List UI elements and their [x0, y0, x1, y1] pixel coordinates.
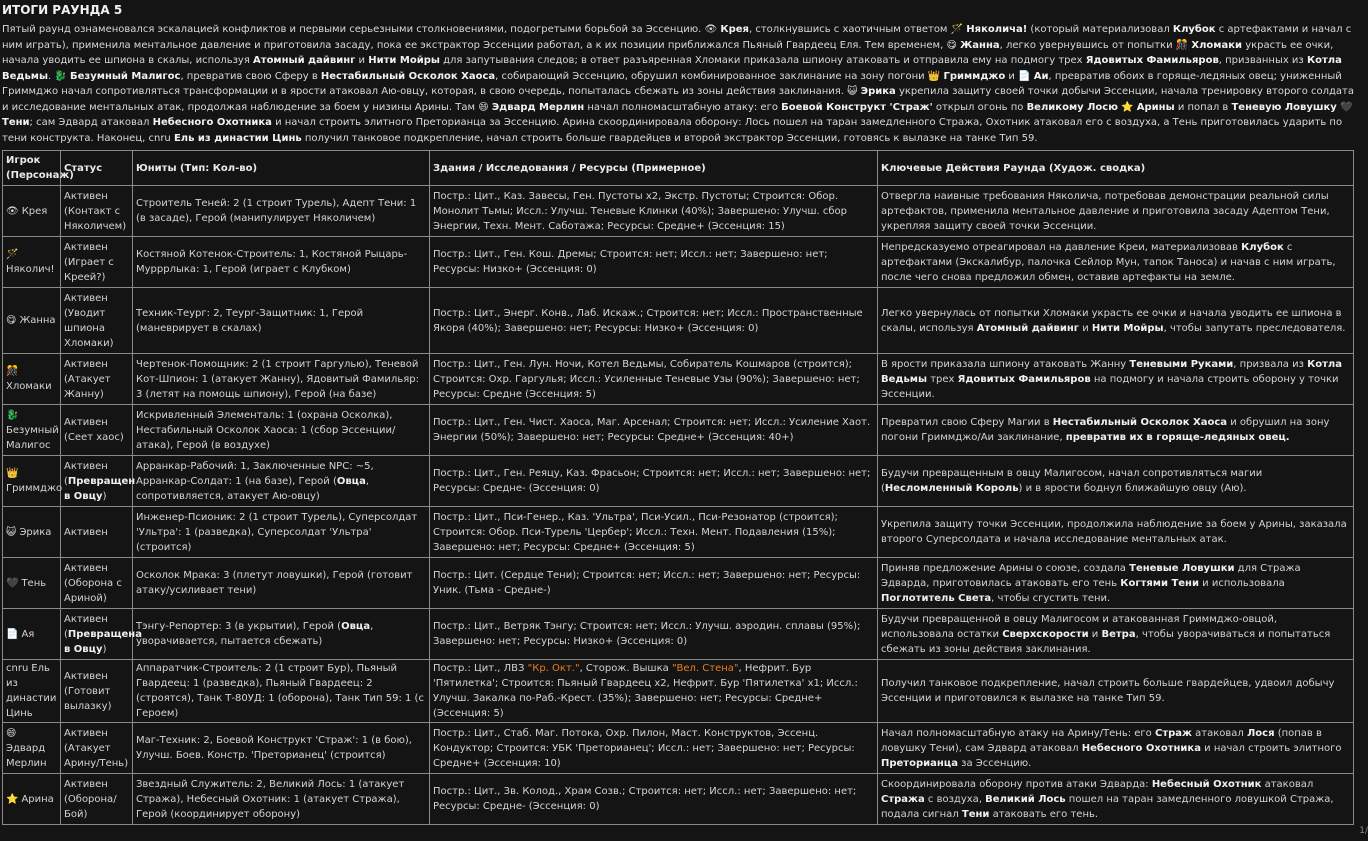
bold-text: Тени — [2, 117, 30, 128]
units-cell — [133, 288, 430, 354]
buildings-cell — [430, 405, 878, 456]
player-icon: 🪄 — [6, 249, 19, 260]
text-segment: Будучи превращенной в овцу Малигосом и атакованная Гриммджо-овцой, использовала остатки — [881, 613, 1278, 640]
units-cell — [133, 186, 430, 237]
buildings-cell — [430, 723, 878, 774]
player-icon: ⭐ — [6, 793, 19, 805]
player-cell — [3, 609, 61, 660]
status-cell — [61, 558, 133, 609]
status-cell — [61, 774, 133, 825]
actions-cell — [878, 288, 1354, 354]
text-segment: Превратил свою Сферу Магии в — [881, 417, 1053, 428]
text-segment: открыл огонь по — [932, 101, 1027, 113]
text-segment: Получил танковое подкрепление, начал строить больше гвардейцев, удвоил добычу Эссенции и приготовился к вылазке на танке Тип 59. — [881, 678, 1335, 704]
player-cell — [3, 558, 61, 609]
player-name: Ель из династии Цинь — [6, 663, 57, 719]
text-segment: Начал полномасштабную атаку на Арину/Тень: его — [881, 727, 1155, 739]
text-segment: Постр.: Цит., Ген. Лун. Ночи, Котел Ведьмы, Собиратель Кошмаров (строится); Строится: Охр. Гаргулья; Иссл.: Усиленные Теневые Узы (90%); Завершено: нет; Ресурсы: Средне (Эссенция: 5) — [433, 358, 860, 400]
text-segment: , Сторож. Вышка — [579, 663, 672, 674]
bold-text: Атомный дайвинг — [976, 322, 1080, 334]
buildings-cell — [430, 774, 878, 825]
bold-text: Котла Ведьмы — [881, 358, 1342, 385]
bold-text: Крея — [720, 24, 749, 35]
units-cell — [133, 774, 430, 825]
text-segment: Чертенок-Помощник: 2 (1 строит Гаргулью), Теневой Кот-Шпион: 1 (атакует Жанну), Ядовитый Фамильяр: 3 (летят на помощь шпиону), Герой (на базе) — [136, 358, 419, 400]
text-segment: Инженер-Псионик: 2 (1 строит Турель), Суперсолдат 'Ультра': 1 (разведка), Суперсолдат 'Ультра' (строится) — [136, 511, 418, 553]
text-segment: , превратив обоих в горяще-ледяных овец; униженный Гриммджо начал сопротивляться трансформации и в ярости атаковал Аю-овцу, которая, в свою очередь, попыталась сбежать из зоны действия заклинания. 😺 — [2, 70, 1342, 97]
text-segment: Активен (Уводит шпиона Хломаки) — [64, 292, 114, 349]
player-name: Ая — [21, 628, 35, 640]
bold-text: Котла Ведьмы — [2, 55, 1342, 82]
page-title: ИТОГИ РАУНДА 5 — [2, 3, 123, 17]
text-segment: Постр.: Цит., Ген. Чист. Хаоса, Маг. Арсенал; Строится: нет; Иссл.: Усиление Хаот. Энергии (50%); Завершено: нет; Ресурсы: Средне+ (Эссенция: 40+) — [433, 417, 871, 443]
text-segment: Арранкар-Рабочий: 1, Заключенные NPC: ~5, Арранкар-Солдат: 1 (на базе), Герой ( — [136, 460, 374, 487]
bold-text: Ядовитых Фамильяров — [957, 373, 1091, 385]
bold-text: Овца — [336, 475, 366, 487]
text-segment: , призвала из — [1233, 358, 1308, 370]
status-cell — [61, 456, 136, 507]
player-icon: 👁 — [6, 205, 19, 217]
text-segment: В ярости приказала шпиону атаковать Жанну — [881, 358, 1130, 370]
text-segment: ) — [102, 490, 107, 502]
text-segment: , превратив свою Сферу в — [180, 70, 321, 82]
text-segment: , столкнувшись с хаотичным ответом 🪄 — [748, 24, 967, 35]
text-segment: трех — [927, 373, 958, 385]
text-segment: (попав в ловушку Тени), сам Эдвард атаковал — [881, 727, 1322, 754]
bold-text: Атомный дайвинг — [253, 55, 356, 66]
text-segment: , уворачивается, пытается сбежать) — [136, 621, 374, 647]
bold-text: Эдвард Мерлин — [491, 101, 585, 113]
actions-cell — [878, 405, 1354, 456]
bold-text: Ядовитых Фамильяров — [1085, 55, 1219, 66]
player-cell — [3, 354, 61, 405]
page-indicator: 1/ — [1359, 826, 1368, 836]
buildings-cell — [430, 354, 878, 405]
player-name: Эрика — [19, 526, 52, 538]
status-cell — [61, 237, 133, 288]
text-segment: , чтобы сгустить тени. — [991, 592, 1111, 604]
units-cell — [133, 354, 430, 405]
text-segment: атаковал — [1191, 727, 1247, 739]
bold-text: Стража — [881, 793, 925, 805]
text-segment: Костяной Котенок-Строитель: 1, Костяной Рыцарь-Мурррлыка: 1, Герой (играет с Клубком) — [136, 249, 408, 275]
text-segment: Активен (Сеет хаос) — [64, 417, 124, 443]
player-cell — [3, 186, 61, 237]
actions-cell — [878, 774, 1354, 825]
text-segment: , сопротивляется, атакует Аю-овцу) — [136, 475, 370, 502]
text-segment: за Эссенцию. — [957, 757, 1032, 769]
status-cell — [61, 609, 142, 660]
text-segment: атаковать его тень. — [989, 808, 1099, 820]
text-segment: Пятый раунд ознаменовался эскалацией конфликтов и первыми серьезными столкновениями, подогретыми борьбой за Эссенцию. 👁 — [2, 24, 721, 35]
text-segment: и 📄 — [1005, 70, 1034, 82]
text-segment: Постр.: Цит., Ветряк Тэнгу; Строится: нет; Иссл.: Улучш. аэродин. сплавы (95%); Завершено: нет; Ресурсы: Низко+ (Эссенция: 0) — [433, 621, 861, 647]
text-segment: Постр.: Цит., Пси-Генер., Каз. 'Ультра', Пси-Усил., Пси-Резонатор (строится); Строится: Обор. Пси-Турель 'Цербер'; Иссл.: Техн. Мент. Подавления (15%); Завершено: нет; Ресурсы: Средне+ (Эссенция: 5) — [433, 511, 838, 553]
text-segment: Осколок Мрака: 3 (плетут ловушки), Герой (готовит атаку/усиливает тени) — [136, 570, 413, 596]
player-icon: 😺 — [6, 526, 17, 538]
player-cell — [3, 237, 61, 288]
units-cell — [133, 609, 430, 660]
text-segment: ⭐ — [1117, 101, 1137, 113]
bold-text: Лося — [1247, 727, 1275, 739]
text-segment: Активен (Атакует Арину/Тень) — [64, 727, 129, 769]
bold-text: Нестабильный Осколок Хаоса — [320, 70, 496, 82]
actions-cell — [878, 354, 1354, 405]
text-segment: на подмогу и начала строить оборону у точки Эссенции. — [881, 373, 1339, 400]
bold-text: Нити Мойры — [368, 55, 440, 66]
player-cell — [3, 774, 61, 825]
status-cell — [61, 186, 133, 237]
bold-text: Тени — [961, 808, 990, 820]
text-segment: укрепила защиту своей точки добычи Эссенции, начала тренировку второго солдата и исследование ментальных атак, продолжая наблюдение за боем у низины Арины. Там 😄 — [2, 86, 1354, 113]
bold-text: Сверхскорости — [1002, 628, 1089, 640]
text-segment: Легко увернулась от попытки Хломаки украсть ее очки и начала уводить ее шпиона в скалы, используя — [881, 307, 1342, 334]
text-segment: Звездный Служитель: 2, Великий Лось: 1 (атакует Стража), Небесный Охотник: 1 (атакует Стража), Герой (координирует оборону) — [136, 778, 405, 820]
player-name: Арина — [21, 793, 54, 805]
units-cell — [133, 660, 430, 723]
round-summary — [2, 22, 1354, 146]
col-header-player: Игрок (Персонаж) — [3, 151, 61, 186]
player-cell — [3, 723, 61, 774]
units-cell — [133, 558, 430, 609]
bold-text: Превращена в Овцу — [64, 628, 142, 655]
text-segment: и — [1088, 628, 1102, 640]
player-name: Няколич! — [6, 264, 55, 275]
text-segment: Постр.: Цит. (Сердце Тени); Строится: нет; Иссл.: нет; Завершено: нет; Ресурсы: Уник. (Тьма - Средне-) — [433, 570, 861, 596]
actions-cell — [878, 186, 1354, 237]
text-segment: и начал строить элитного Преторианца за Эссенцию. Арина скоординировала оборону: Лось пошел на таран замедленного Стража, Охотник атаковал его с воздуха, а Тень приготовилась ударить по тени конструкта. Наконец, cnru — [2, 117, 1343, 144]
text-segment: "Кр. Окт." — [527, 663, 580, 674]
buildings-cell — [430, 609, 878, 660]
buildings-cell — [430, 456, 878, 507]
bold-text: Клубок — [1241, 241, 1284, 253]
status-cell — [61, 723, 133, 774]
text-segment: Активен (Оборона с Ариной) — [64, 562, 122, 604]
bold-text: Боевой Конструкт 'Страж' — [781, 101, 933, 113]
units-cell — [133, 405, 430, 456]
buildings-cell — [430, 288, 878, 354]
table-row — [3, 288, 1354, 354]
text-segment: и попал в — [1174, 101, 1232, 113]
table-row — [3, 774, 1354, 825]
player-cell — [3, 660, 61, 723]
units-cell — [133, 507, 430, 558]
player-cell — [3, 288, 61, 354]
player-icon: 😄 — [6, 727, 17, 739]
table-row — [3, 660, 1354, 723]
bold-text: Теневые Ловушки — [1129, 562, 1235, 574]
buildings-cell — [430, 237, 878, 288]
units-cell — [133, 456, 430, 507]
bold-text: Жанна — [960, 39, 1000, 51]
table-row — [3, 456, 1354, 507]
buildings-cell — [430, 507, 878, 558]
text-segment: получил танковое подкрепление, начал строить больше гвардейцев и второй экстрактор Эссенции, готовясь к вылазке на танке Тип 59. — [301, 132, 1038, 144]
bold-text: Великому Лосю — [1026, 101, 1118, 113]
text-segment: Активен (Оборона/Бой) — [64, 778, 117, 820]
bold-text: Небесный Охотник — [1151, 778, 1262, 790]
text-segment: Постр.: Цит., Ген. Кош. Дремы; Строится: нет; Иссл.: нет; Завершено: нет; Ресурсы: Низко+ (Эссенция: 0) — [433, 249, 828, 275]
table-row — [3, 507, 1354, 558]
text-segment: и — [355, 55, 369, 66]
text-segment: Постр.: Цит., ЛВЗ — [433, 663, 528, 674]
text-segment: Искривленный Элементаль: 1 (охрана Осколка), Нестабильный Осколок Хаоса: 1 (сбор Эссенции/атака), Герой (в воздухе) — [136, 409, 396, 451]
player-cell — [3, 507, 61, 558]
col-header-actions: Ключевые Действия Раунда (Худож. сводка) — [878, 151, 1354, 186]
player-icon: 🐉 — [6, 409, 19, 421]
text-segment: , чтобы уворачиваться и попытаться сбежать из зоны действия заклинания. — [881, 628, 1331, 655]
player-name: Жанна — [19, 315, 56, 326]
actions-cell — [878, 558, 1354, 609]
text-segment: 🖤 — [1336, 101, 1353, 113]
table-header-row — [3, 151, 1354, 186]
status-cell — [61, 288, 133, 354]
text-segment: Постр.: Цит., Зв. Колод., Храм Созв.; Строится: нет; Иссл.: нет; Завершено: нет; Ресурсы: Средне- (Эссенция: 0) — [433, 786, 857, 812]
text-segment: Активен (Контакт с Няколичем) — [64, 190, 127, 232]
bold-text: Ветра — [1101, 628, 1136, 640]
text-segment: Непредсказуемо отреагировал на давление Креи, материализовав — [881, 241, 1242, 253]
col-header-units: Юниты (Тип: Кол-во) — [133, 151, 430, 186]
bold-text: Страж — [1154, 727, 1192, 739]
player-cell — [3, 456, 61, 507]
text-segment: ) и в ярости боднул ближайшую овцу (Аю). — [1018, 483, 1247, 494]
actions-cell — [878, 456, 1354, 507]
text-segment: Аппаратчик-Строитель: 2 (1 строит Бур), Пьяный Гвардеец: 1 (разведка), Пьяный Гвардеец: 2 (строятся), Танк Т-80УД: 1 (оборона), Танк Тип 59: 1 (с Героем) — [136, 663, 424, 719]
table-row — [3, 237, 1354, 288]
text-segment: ; сам Эдвард атаковал — [29, 117, 153, 128]
text-segment: Техник-Теург: 2, Теург-Защитник: 1, Герой (маневрирует в скалах) — [136, 307, 364, 334]
text-segment: Активен ( — [64, 460, 108, 487]
status-cell — [61, 354, 133, 405]
text-segment: Будучи превращенным в овцу Малигосом, начал сопротивляться магии ( — [881, 468, 1263, 494]
bold-text: Нити Мойры — [1091, 322, 1164, 334]
text-segment: Активен — [64, 526, 108, 538]
player-icon: cnru — [6, 663, 29, 674]
bold-text: Поглотитель Света — [881, 592, 992, 604]
bold-text: Теневыми Руками — [1129, 358, 1234, 370]
actions-cell — [878, 507, 1354, 558]
bold-text: Гриммджо — [943, 70, 1006, 82]
table-row — [3, 405, 1354, 456]
text-segment: . 🐉 — [48, 70, 71, 82]
text-segment: пошел на таран замедленного ловушкой Стража, подала сигнал — [881, 793, 1334, 820]
text-segment: , призванных из — [1218, 55, 1307, 66]
bold-text: Великий Лось — [985, 793, 1066, 805]
player-icon: 😋 — [6, 315, 17, 326]
col-header-buildings: Здания / Исследования / Ресурсы (Примерное) — [430, 151, 878, 186]
text-segment: Укрепила защиту точки Эссенции, продолжила наблюдение за боем у Арины, заказала второго Суперсолдата и начала исследование ментальных атак. — [881, 519, 1347, 545]
player-icon: 👑 — [6, 468, 19, 479]
text-segment: с воздуха, — [924, 793, 986, 805]
text-segment: с артефактами и начал с ним играть), применила ментальное давление и приготовила засаду, пока ее экстрактор Эссенции работал, а к их позиции приближался Пьяный Гвардеец Еля. Тем временем, 😋 — [2, 24, 1352, 51]
text-segment: Активен (Играет с Креей?) — [64, 241, 114, 283]
bold-text: Няколича! — [966, 24, 1028, 35]
text-segment: Маг-Техник: 2, Боевой Конструкт 'Страж': 1 (в бою), Улучш. Боев. Констр. 'Преторианец' (строится) — [136, 735, 412, 761]
text-segment: Отвергла наивные требования Няколича, потребовав демонстрации реальной силы артефактов, применила ментальное давление и приготовила засаду Адептом Тени, укрепляя защиту своей точки Эссенции. — [881, 190, 1330, 232]
units-cell — [133, 237, 430, 288]
player-name: Безумный Малигос — [6, 424, 59, 451]
player-icon: 📄 — [6, 628, 19, 640]
text-segment: , легко увернувшись от попытки 🎊 — [999, 39, 1192, 51]
player-name: Тень — [21, 577, 47, 589]
status-cell — [61, 405, 133, 456]
player-name: Эдвард Мерлин — [6, 742, 47, 769]
table-row — [3, 609, 1354, 660]
bold-text: Нестабильный Осколок Хаоса — [1052, 417, 1228, 428]
player-name: Гриммджо — [6, 483, 63, 494]
text-segment: и начал строить элитного — [1200, 742, 1342, 754]
text-segment: , чтобы запутать преследователя. — [1163, 322, 1346, 334]
table-row — [3, 723, 1354, 774]
bold-text: превратив их в горяще-ледяных овец. — [1065, 432, 1290, 443]
text-segment: Постр.: Цит., Энерг. Конв., Лаб. Искаж.; Строится: нет; Иссл.: Пространственные Якоря (40%); Завершено: нет; Ресурсы: Низко+ (Эссенция: 0) — [433, 307, 863, 334]
bold-text: Безумный Малигос — [70, 70, 181, 82]
actions-cell — [878, 723, 1354, 774]
text-segment: начал полномасштабную атаку: его — [584, 101, 782, 113]
bold-text: Небесного Охотника — [1081, 742, 1201, 754]
text-segment: Постр.: Цит., Каз. Завесы, Ген. Пустоты x2, Экстр. Пустоты; Строится: Обор. Монолит Тьмы; Иссл.: Улучш. Теневые Клинки (40%); Завершено: Улучш. сбор Энергии, Техн. Мент. Саботажа; Ресурсы: Средне+ (Эссенция: 15) — [433, 190, 847, 232]
status-cell — [61, 507, 133, 558]
col-header-status: Статус — [61, 151, 133, 186]
text-segment: Постр.: Цит., Стаб. Маг. Потока, Охр. Пилон, Маст. Конструктов, Эссенц. Кондуктор; Строится: УБК 'Преторианец'; Иссл.: нет; Завершено: нет; Ресурсы: Средне+ (Эссенция: 10) — [433, 727, 855, 769]
bold-text: Несломленный Король — [884, 483, 1019, 494]
actions-cell — [878, 609, 1354, 660]
player-icon: 🎊 — [6, 366, 19, 377]
bold-text: Эрика — [860, 86, 896, 97]
text-segment: и обрушил на зону погони Гриммджо/Аи заклинание, — [881, 417, 1330, 443]
bold-text: Когтями Тени — [1120, 577, 1199, 589]
text-segment: Строитель Теней: 2 (1 строит Турель), Адепт Тени: 1 (в засаде), Герой (манипулирует Няколичем) — [136, 198, 417, 224]
table-row — [3, 354, 1354, 405]
buildings-cell — [430, 186, 878, 237]
report — [2, 2, 1354, 825]
text-segment: атаковал — [1261, 778, 1314, 790]
bold-text: Преторианца — [881, 757, 958, 769]
buildings-cell — [430, 660, 878, 723]
player-cell — [3, 405, 61, 456]
actions-cell — [878, 237, 1354, 288]
text-segment: для запутывания следов; в ответ разъяренная Хломаки приказала шпиону атаковать и отправила ему на подмогу трех — [439, 55, 1086, 66]
player-icon: 🖤 — [6, 577, 19, 589]
text-segment: ) — [102, 643, 107, 655]
text-segment: Скоординировала оборону против атаки Эдварда: — [881, 778, 1152, 790]
text-segment: Активен (Готовит вылазку) — [64, 670, 112, 712]
text-segment: Активен ( — [64, 613, 108, 640]
bold-text: Ель из династии Цинь — [173, 132, 302, 144]
text-segment: для Стража Эдварда, приготовилась атаковать его тень — [881, 562, 1301, 589]
bold-text: Овца — [341, 621, 371, 632]
text-segment: и — [1079, 322, 1092, 334]
units-cell — [133, 723, 430, 774]
text-segment: Постр.: Цит., Ген. Реяцу, Каз. Фрасьон; Строится: нет; Иссл.: нет; Завершено: нет; Ресурсы: Средне- (Эссенция: 0) — [433, 468, 871, 494]
bold-text: Небесного Охотника — [152, 117, 272, 128]
status-cell — [61, 660, 133, 723]
text-segment: Тэнгу-Репортер: 3 (в укрытии), Герой ( — [136, 621, 342, 632]
text-segment: с артефактами (Экскалибур, палочка Сейлор Мун, тапок Таноса) и начав с ним играть, после чего снова предложил обмен, оставив артефакты на земле. — [881, 241, 1336, 283]
table-row — [3, 186, 1354, 237]
bold-text: Аи — [1033, 70, 1049, 82]
bold-text: Арины — [1136, 101, 1175, 113]
bold-text: Превращен в Овцу — [64, 475, 136, 502]
buildings-cell — [430, 558, 878, 609]
player-name: Крея — [21, 205, 48, 217]
text-segment: "Вел. Стена" — [671, 663, 739, 674]
text-segment: украсть ее очки, начала уводить ее шпиона в скалы, используя — [2, 39, 1334, 66]
actions-cell — [878, 660, 1354, 723]
table-row — [3, 558, 1354, 609]
players-table — [2, 150, 1354, 825]
text-segment: , Нефрит. Бур 'Пятилетка'; Строится: Пьяный Гвардеец x2, Нефрит. Бур 'Пятилетка' x1; Иссл.: Улучш. Закалка по-Раб.-Крест. (35%); Завершено: нет; Ресурсы: Средне+ (Эссенция: 5) — [433, 663, 858, 719]
text-segment: Приняв предложение Арины о союзе, создала — [881, 562, 1130, 574]
text-segment: , собирающий Эссенцию, обрушил комбинированное заклинание на зону погони 👑 — [495, 70, 944, 82]
player-name: Хломаки — [6, 381, 52, 392]
text-segment: и использовала — [1198, 577, 1285, 589]
bold-text: Теневую Ловушку — [1231, 101, 1337, 113]
text-segment: (который материализовал — [1027, 24, 1173, 35]
bold-text: Клубок — [1172, 24, 1216, 35]
bold-text: Хломаки — [1191, 39, 1243, 51]
text-segment: Активен (Атакует Жанну) — [64, 358, 111, 400]
